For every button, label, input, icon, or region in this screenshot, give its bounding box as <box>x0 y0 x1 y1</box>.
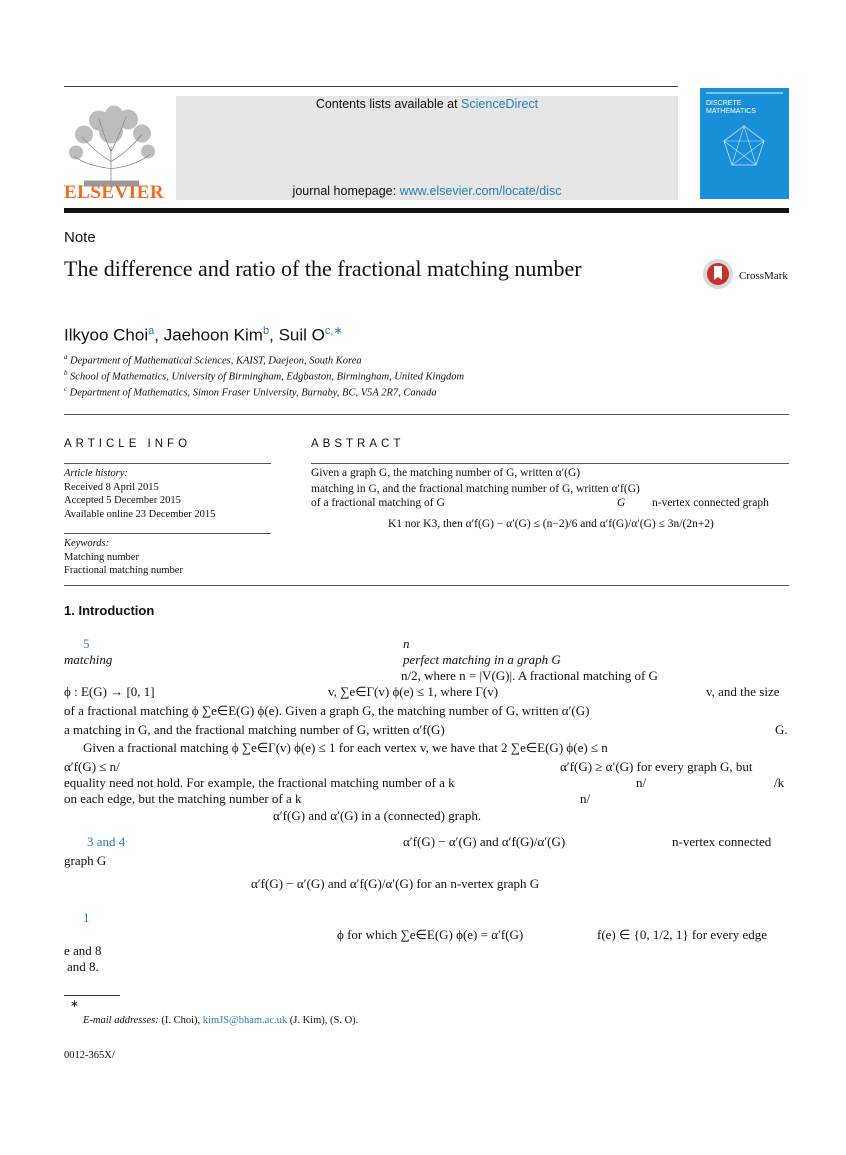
abstract-heading: ABSTRACT <box>311 438 405 450</box>
keyword: Matching number <box>64 551 139 563</box>
author-name: Suil O <box>278 325 325 345</box>
article-info-rule <box>64 463 271 464</box>
keywords-block <box>64 537 183 578</box>
elsevier-wordmark: ELSEVIER <box>64 182 165 203</box>
intro-text-fragment: v, and the size <box>706 684 780 699</box>
author-affil-sup[interactable]: c,∗ <box>324 325 343 337</box>
intro-text-fragment: n <box>403 636 410 651</box>
cover-title: DISCRETE MATHEMATICS <box>706 100 756 115</box>
crossmark-label[interactable]: CrossMark <box>739 270 788 282</box>
journal-homepage-line <box>176 184 678 198</box>
intro-text-fragment: equality need not hold. For example, the fractional matching number of a k <box>64 775 455 790</box>
homepage-prefix: journal homepage: <box>292 184 400 198</box>
author-affil-sup[interactable]: a <box>148 325 155 337</box>
author-name: Jaehoon Kim <box>163 325 263 345</box>
author-list: Ilkyoo Choi$^a$, Jaehoon Kim$^b$, Suil $O^{c,∗}$ <box>64 325 343 345</box>
history-item: Received 8 April 2015 <box>64 481 159 493</box>
intro-text-fragment: on each edge, but the matching number of a k <box>64 791 302 806</box>
affiliation <box>64 386 437 399</box>
intro-text-fragment: G. <box>775 722 788 737</box>
affiliation-sup: b <box>64 370 68 377</box>
intro-text-fragment: of a fractional matching ϕ ∑e∈E(G) ϕ(e). Given a graph G, the matching number of G, written α′(G) <box>64 703 590 718</box>
main-rule <box>64 585 789 586</box>
intro-text-fragment: Given a fractional matching ϕ ∑e∈Γ(v) ϕ(e) ≤ 1 for each vertex v, we have that 2 ∑e∈E(G) ϕ(e) ≤ n <box>83 740 608 755</box>
article-type: Note <box>64 229 96 246</box>
intro-text-fragment: v, ∑e∈Γ(v) ϕ(e) ≤ 1, where Γ(v) <box>328 684 499 699</box>
intro-text-fragment: α′f(G) − α′(G) and α′f(G)/α′(G) <box>403 834 566 849</box>
intro-text-fragment[interactable]: 5 <box>83 636 90 651</box>
article-info-heading: ARTICLE INFO <box>64 438 192 450</box>
affiliation-rule <box>64 414 789 415</box>
affiliation-sup: c <box>64 386 68 393</box>
section-heading: 1. Introduction <box>64 603 155 618</box>
issn-line: 0012-365X/ <box>64 1050 115 1061</box>
footnote-star: ∗ <box>70 999 79 1010</box>
abstract-line: n-vertex connected graph <box>652 497 769 509</box>
intro-text-fragment: and 8. <box>67 959 99 974</box>
intro-text-fragment: n/ <box>636 775 647 790</box>
intro-text-fragment[interactable]: 3 and 4 <box>87 834 126 849</box>
email-link[interactable]: kimJS@bham.ac.uk <box>202 1015 288 1026</box>
author-name: Ilkyoo Choi <box>64 325 149 345</box>
affiliation-text: School of Mathematics, University of Birmingham, Edgbaston, Birmingham, United Kingdom <box>70 371 465 383</box>
article-title: The difference and ratio of the fractional matching number <box>64 256 582 281</box>
intro-text-fragment: α′f(G) ≤ n/ <box>64 759 120 774</box>
keywords-rule <box>64 533 271 534</box>
intro-text-fragment: perfect matching in a graph G <box>403 652 561 667</box>
intro-text-fragment: e and 8 <box>64 943 102 958</box>
affiliation-text: Department of Mathematics, Simon Fraser University, Burnaby, BC, V5A 2R7, Canada <box>69 387 437 399</box>
article-history <box>64 467 215 521</box>
homepage-link[interactable]: www.elsevier.com/locate/disc <box>399 184 562 198</box>
footnote-emails <box>83 1015 358 1026</box>
affiliation <box>64 354 362 367</box>
affiliation <box>64 370 464 383</box>
abstract-line: G <box>617 497 626 509</box>
intro-text-fragment: α′f(G) and α′(G) in a (connected) graph. <box>273 808 482 823</box>
intro-text-fragment[interactable]: 1 <box>83 910 90 925</box>
intro-text-fragment: n-vertex connected <box>672 834 772 849</box>
intro-text-fragment: graph G <box>64 853 107 868</box>
contents-prefix: Contents lists available at <box>315 97 462 111</box>
keyword: Fractional matching number <box>64 565 183 576</box>
keywords-label: Keywords: <box>64 538 110 549</box>
abstract-line: of a fractional matching of G <box>311 497 445 509</box>
header-thick-rule <box>64 208 789 213</box>
abstract-line: Given a graph G, the matching number of G, written α′(G) <box>311 467 581 479</box>
history-item: Accepted 5 December 2015 <box>64 495 181 506</box>
affiliation-sup: a <box>64 354 68 361</box>
email-text: (J. Kim), (S. O). <box>289 1015 359 1026</box>
affiliation-text: Department of Mathematical Sciences, KAIST, Daejeon, South Korea <box>70 355 362 367</box>
intro-text-fragment: /k <box>774 775 785 790</box>
intro-text-fragment: α′f(G) − α′(G) and α′f(G)/α′(G) for an n-vertex graph G <box>251 876 540 891</box>
intro-text-fragment: ϕ : E(G) → [0, 1] <box>64 684 155 699</box>
intro-text-fragment: ϕ for which ∑e∈E(G) ϕ(e) = α′f(G) <box>337 927 524 942</box>
contents-available-line <box>176 97 678 111</box>
intro-text-fragment: n/2, where n = |V(G)|. A fractional matching of G <box>401 668 658 683</box>
history-label: Article history: <box>64 468 128 479</box>
abstract-line: K1 nor K3, then α′f(G) − α′(G) ≤ (n−2)/6 and α′f(G)/α′(G) ≤ 3n/(2n+2) <box>388 518 714 530</box>
intro-text-fragment: a matching in G, and the fractional matching number of G, written α′f(G) <box>64 722 445 737</box>
abstract-rule <box>311 463 789 464</box>
abstract-line: matching in G, and the fractional matching number of G, written α′f(G) <box>311 483 640 495</box>
intro-text-fragment: f(e) ∈ {0, 1/2, 1} for every edge <box>597 927 767 942</box>
author-affil-sup[interactable]: b <box>262 325 270 337</box>
header-top-rule <box>64 86 678 87</box>
history-item: Available online 23 December 2015 <box>64 508 216 520</box>
footnote-rule <box>64 995 120 996</box>
intro-text-fragment: α′f(G) ≥ α′(G) for every graph G, but <box>560 759 753 774</box>
email-text: (I. Choi), <box>161 1015 201 1026</box>
crossmark-icon[interactable] <box>702 258 734 290</box>
sciencedirect-link[interactable]: ScienceDirect <box>461 97 539 111</box>
intro-text-fragment: n/ <box>580 791 591 806</box>
email-label: E-mail addresses: <box>83 1015 159 1026</box>
intro-text-fragment: matching <box>64 652 113 667</box>
